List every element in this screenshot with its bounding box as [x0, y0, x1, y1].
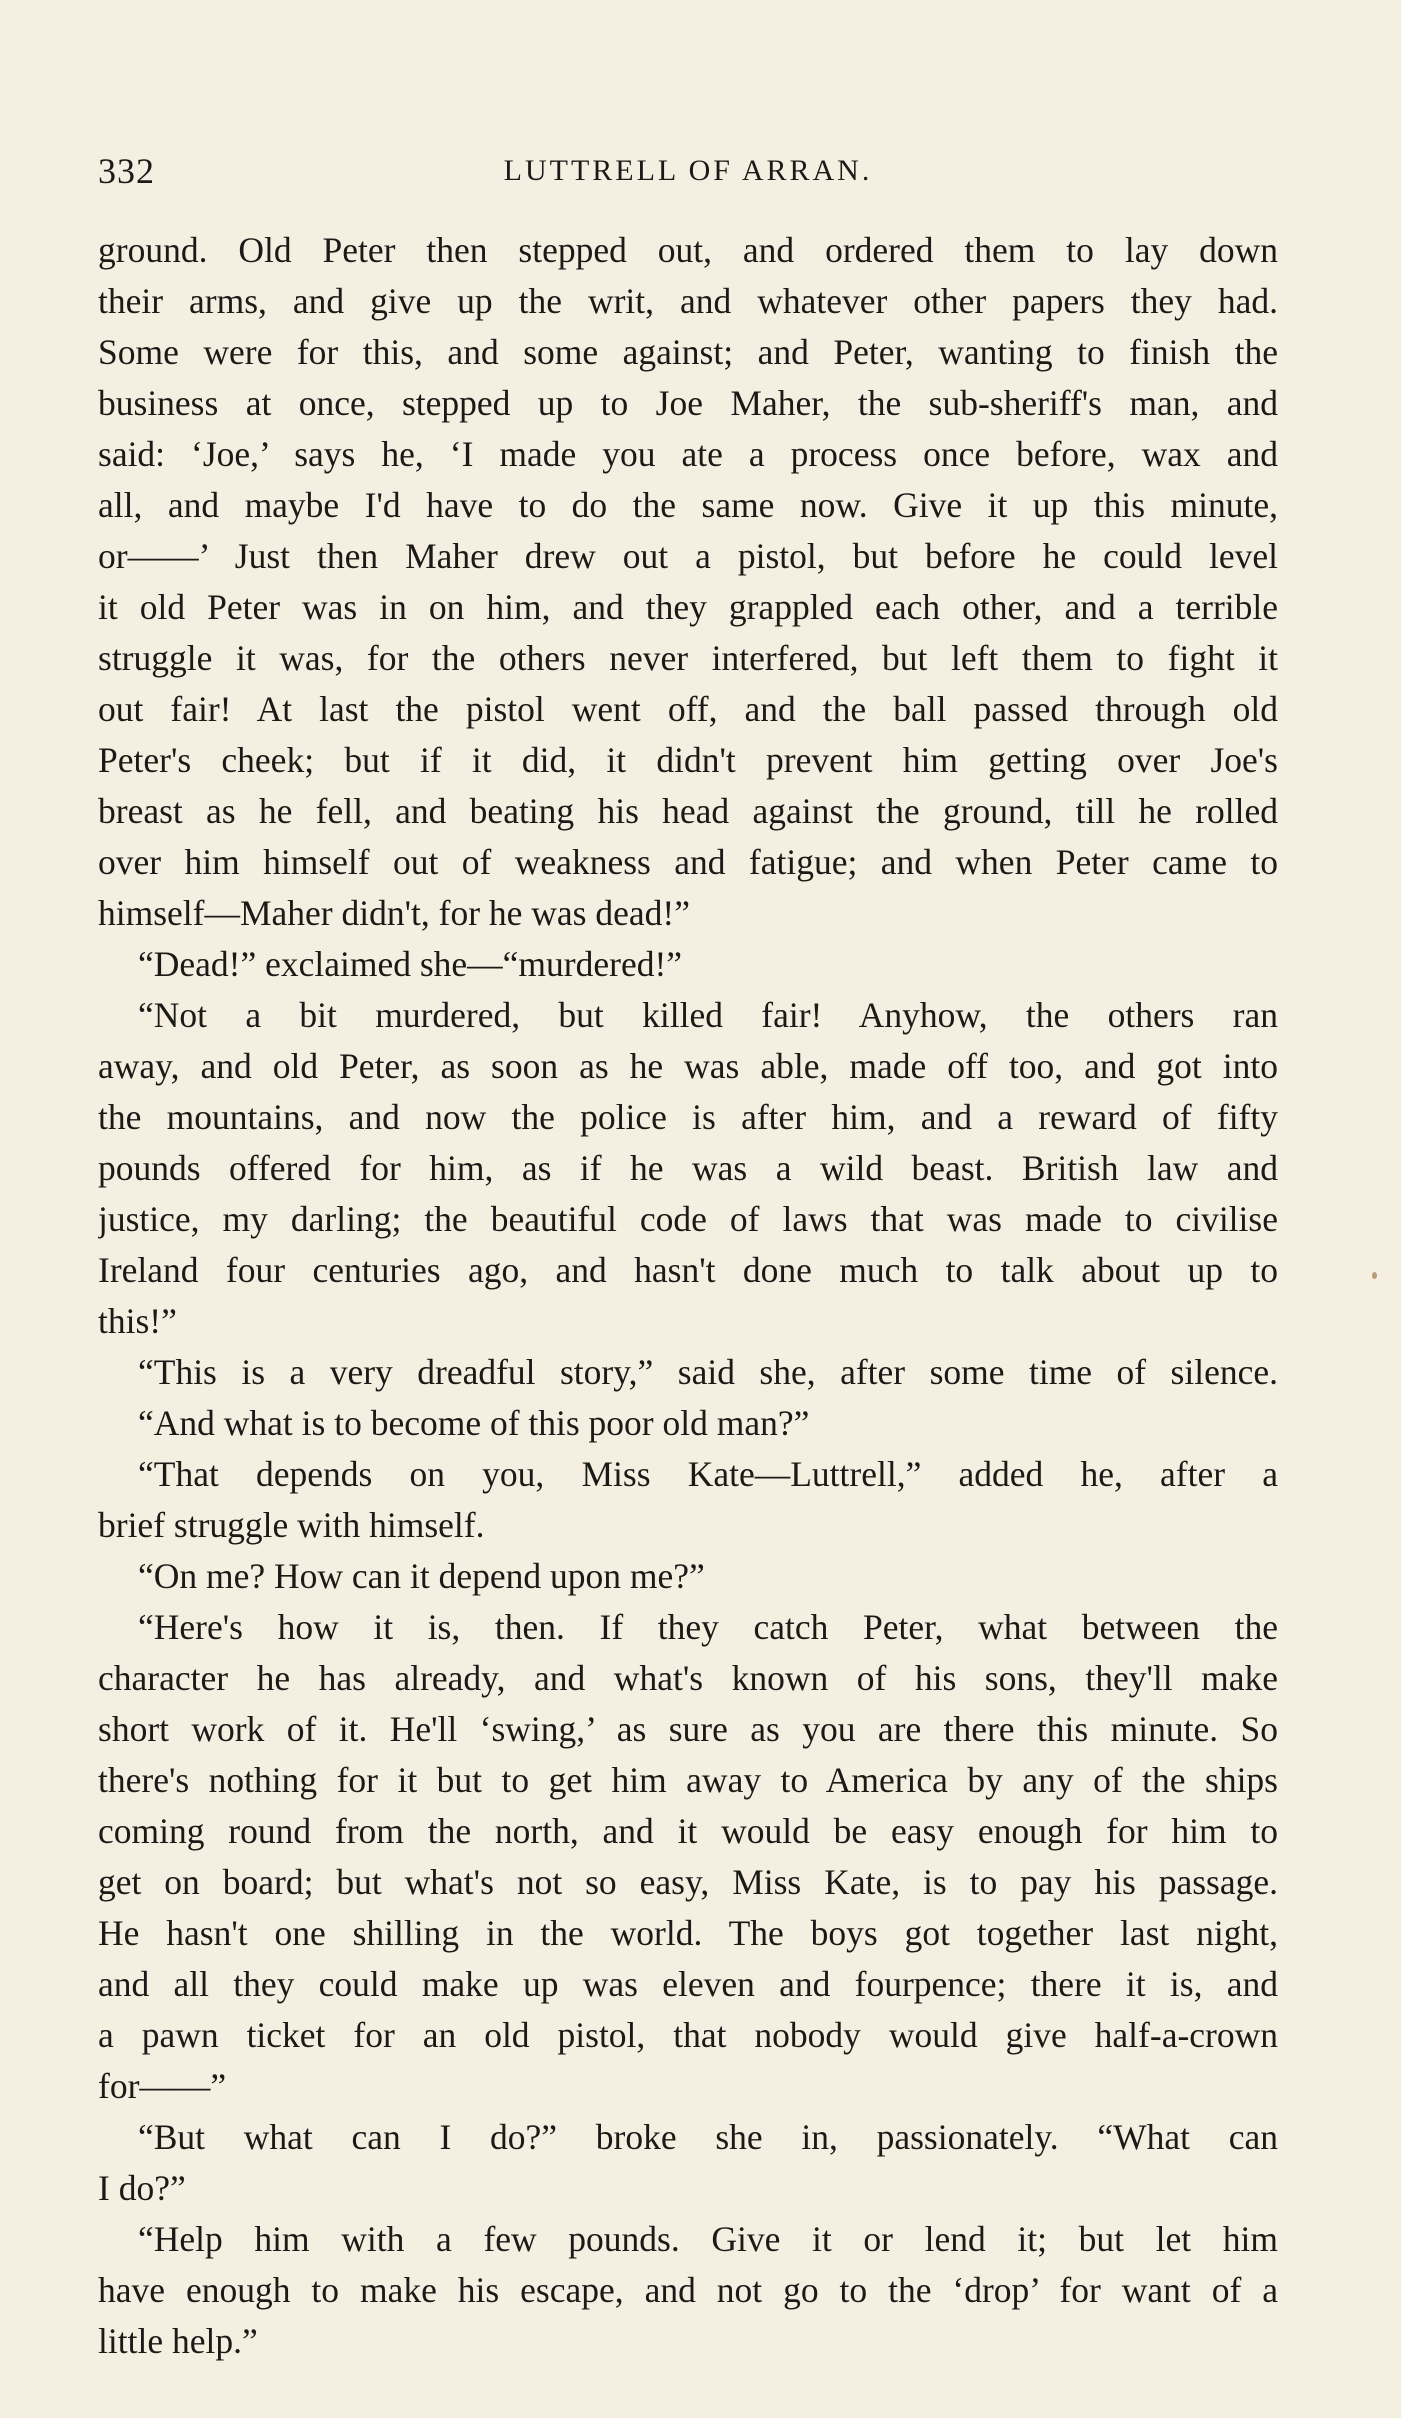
text-line: justice, my darling; the beautiful code of laws that was made to civilise	[98, 1199, 1278, 1239]
body-text	[98, 225, 1278, 2367]
text-line: business at once, stepped up to Joe Maher, the sub-sheriff's man, and	[98, 383, 1278, 423]
text-line: “And what is to become of this poor old man?”	[138, 1403, 810, 1443]
text-line: over him himself out of weakness and fatigue; and when Peter came to	[98, 842, 1278, 882]
text-line: brief struggle with himself.	[98, 1505, 485, 1545]
text-line: or——’ Just then Maher drew out a pistol, but before he could level	[98, 536, 1278, 576]
text-line: out fair! At last the pistol went off, and the ball passed through old	[98, 689, 1278, 729]
text-line: “But what can I do?” broke she in, passionately. “What can	[138, 2117, 1278, 2157]
text-line: “Help him with a few pounds. Give it or lend it; but let him	[138, 2219, 1278, 2259]
text-line: Ireland four centuries ago, and hasn't done much to talk about up to	[98, 1250, 1278, 1290]
paper-speck	[1372, 1272, 1377, 1279]
text-line: this!”	[98, 1301, 177, 1341]
text-line: He hasn't one shilling in the world. The boys got together last night,	[98, 1913, 1278, 1953]
text-line: “That depends on you, Miss Kate—Luttrell,” added he, after a	[138, 1454, 1278, 1494]
text-line: “Dead!” exclaimed she—“murdered!”	[138, 944, 683, 984]
text-line: “On me? How can it depend upon me?”	[138, 1556, 705, 1596]
text-line: for——”	[98, 2066, 227, 2106]
text-line: coming round from the north, and it would be easy enough for him to	[98, 1811, 1278, 1851]
text-line: there's nothing for it but to get him away to America by any of the ships	[98, 1760, 1278, 1800]
text-line: all, and maybe I'd have to do the same now. Give it up this minute,	[98, 485, 1278, 525]
page-header	[98, 150, 1278, 200]
text-line: “Not a bit murdered, but killed fair! Anyhow, the others ran	[138, 995, 1278, 1035]
text-line: pounds offered for him, as if he was a wild beast. British law and	[98, 1148, 1278, 1188]
text-line: said: ‘Joe,’ says he, ‘I made you ate a process once before, wax and	[98, 434, 1278, 474]
text-line: himself—Maher didn't, for he was dead!”	[98, 893, 690, 933]
text-line: a pawn ticket for an old pistol, that nobody would give half-a-crown	[98, 2015, 1278, 2055]
text-line: Some were for this, and some against; and Peter, wanting to finish the	[98, 332, 1278, 372]
running-title: LUTTRELL OF ARRAN.	[503, 154, 873, 187]
text-line: away, and old Peter, as soon as he was able, made off too, and got into	[98, 1046, 1278, 1086]
text-line: their arms, and give up the writ, and whatever other papers they had.	[98, 281, 1278, 321]
text-line: ground. Old Peter then stepped out, and ordered them to lay down	[98, 230, 1278, 270]
text-line: I do?”	[98, 2168, 186, 2208]
text-line: character he has already, and what's known of his sons, they'll make	[98, 1658, 1278, 1698]
text-line: it old Peter was in on him, and they grappled each other, and a terrible	[98, 587, 1278, 627]
text-line: have enough to make his escape, and not go to the ‘drop’ for want of a	[98, 2270, 1278, 2310]
text-line: “This is a very dreadful story,” said she, after some time of silence.	[138, 1352, 1278, 1392]
text-line: “Here's how it is, then. If they catch Peter, what between the	[138, 1607, 1278, 1647]
text-line: struggle it was, for the others never interfered, but left them to fight it	[98, 638, 1278, 678]
text-line: short work of it. He'll ‘swing,’ as sure as you are there this minute. So	[98, 1709, 1278, 1749]
text-line: and all they could make up was eleven and fourpence; there it is, and	[98, 1964, 1278, 2004]
page-number: 332	[98, 151, 155, 191]
text-line: the mountains, and now the police is after him, and a reward of fifty	[98, 1097, 1278, 1137]
text-line: little help.”	[98, 2321, 258, 2361]
text-line: breast as he fell, and beating his head against the ground, till he rolled	[98, 791, 1278, 831]
text-line: Peter's cheek; but if it did, it didn't prevent him getting over Joe's	[98, 740, 1278, 780]
text-line: get on board; but what's not so easy, Miss Kate, is to pay his passage.	[98, 1862, 1278, 1902]
